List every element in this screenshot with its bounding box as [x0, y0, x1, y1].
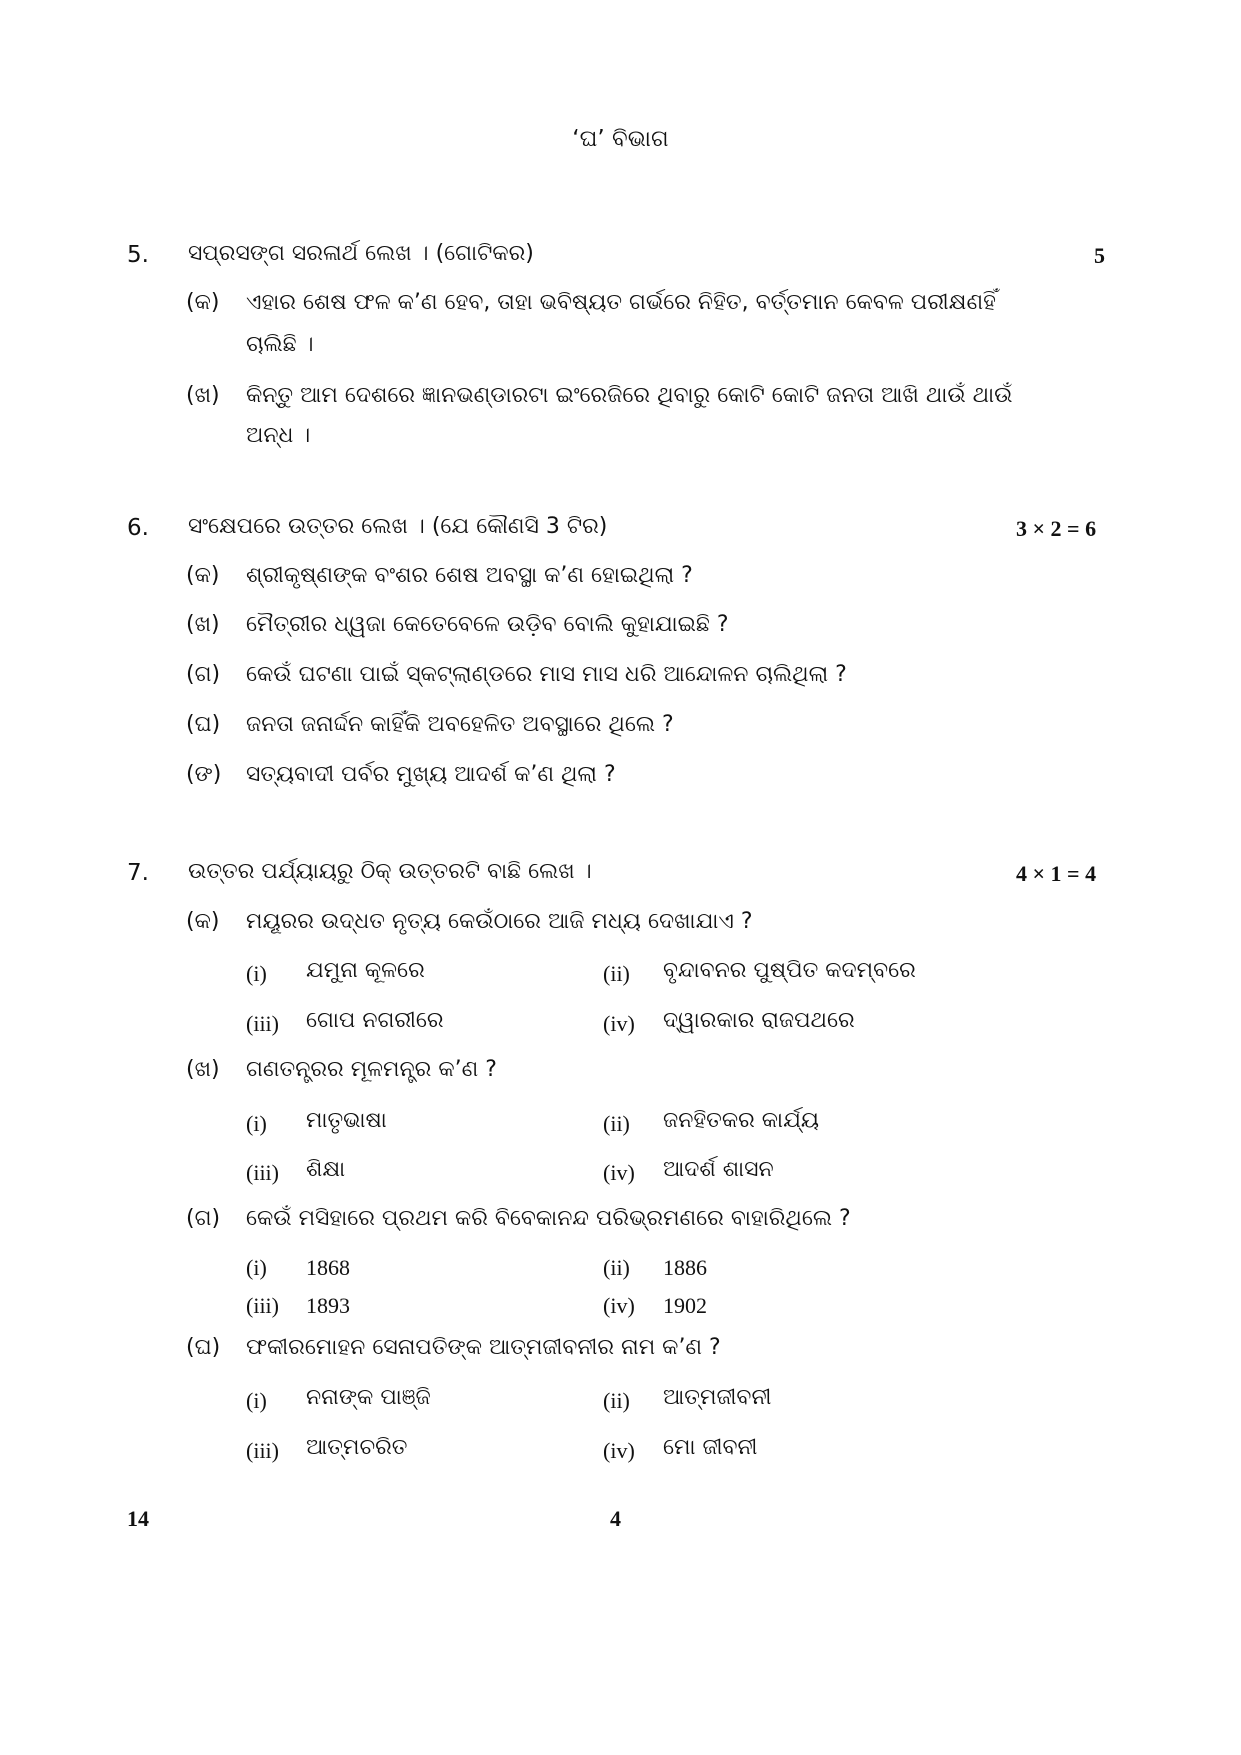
option-text: ନନାଙ୍କ ପାଞ୍ଜି [306, 1385, 431, 1410]
question-6-item-text: ସତ୍ୟବାଦୀ ପର୍ବର ମୁଖ୍ୟ ଆଦର୍ଶ କ’ଣ ଥିଲା ? [246, 762, 616, 787]
question-5-item-text: କିନ୍ତୁ ଆମ ଦେଶରେ ଜ୍ଞାନଭଣ୍ଡାରଟା ଇଂରେଜିରେ ଥିବାରୁ କୋଟି କୋଟି ଜନତା ଆଖି ଥାଉଁ ଥାଉଁ [246, 383, 1013, 408]
option-number: (i) [246, 961, 267, 986]
option-text: ଯମୁନା କୂଳରେ [306, 958, 425, 983]
option-text: 1902 [663, 1293, 707, 1318]
question-6-text: ସଂକ୍ଷେପରେ ଉତ୍ତର ଲେଖ । (ଯେ କୌଣସି 3 ଟିର) [188, 514, 608, 539]
option-number: (ii) [603, 1111, 630, 1136]
option-number: (ii) [603, 1388, 630, 1413]
question-7-item-text: ଗଣତନ୍ତ୍ରର ମୂଳମନ୍ତ୍ର କ’ଣ ? [246, 1057, 497, 1082]
option-number: (iii) [246, 1293, 279, 1318]
option-text: 1868 [306, 1255, 350, 1280]
question-6-item-label: (ଙ) [186, 762, 222, 787]
question-6-item-text: କେଉଁ ଘଟଣା ପାଇଁ ସ୍କଟ୍‌ଲାଣ୍ଡରେ ମାସ ମାସ ଧରି ଆନ୍ଦୋଳନ ଚାଲିଥିଲା ? [246, 662, 847, 687]
question-7-item-text: କେଉଁ ମସିହାରେ ପ୍ରଥମ କରି ବିବେକାନନ୍ଦ ପରିଭ୍ରମଣରେ ବାହାରିଥିଲେ ? [246, 1206, 851, 1231]
question-6-item-label: (କ) [186, 563, 220, 588]
option-number: (iii) [246, 1438, 279, 1463]
question-5-text: ସପ୍ରସଙ୍ଗ ସରଳାର୍ଥ ଲେଖ । (ଗୋଟିକର) [188, 241, 534, 266]
question-6-item-label: (ଖ) [186, 612, 220, 637]
option-text: ଦ୍ୱାରକାର ରାଜପଥରେ [663, 1008, 855, 1033]
question-7-item-label: (କ) [186, 909, 220, 934]
question-6-item-text: ମୈତ୍ରୀର ଧ୍ୱଜା କେତେବେଳେ ଉଡ଼ିବ ବୋଲି କୁହାଯାଇଛି ? [246, 612, 729, 637]
option-number: (ii) [603, 1255, 630, 1280]
option-number: (iv) [603, 1160, 635, 1185]
question-6-item-label: (ଗ) [186, 662, 221, 687]
page-number: 4 [610, 1506, 621, 1531]
question-5-number: 5. [127, 242, 149, 268]
option-text: 1886 [663, 1255, 707, 1280]
option-number: (iii) [246, 1160, 279, 1185]
option-text: ବୃନ୍ଦାବନର ପୁଷ୍ପିତ କଦମ୍ବରେ [663, 958, 916, 983]
section-title: ‘ଘ’ ବିଭାଗ [572, 126, 669, 152]
option-number: (iv) [603, 1438, 635, 1463]
question-7-text: ଉତ୍ତର ପର୍ଯ୍ୟାୟରୁ ଠିକ୍ ଉତ୍ତରଟି ବାଛି ଲେଖ । [188, 859, 592, 884]
option-text: ମାତୃଭାଷା [306, 1108, 387, 1133]
question-7-item-text: ମୟୂରର ଉଦ୍ଧତ ନୃତ୍ୟ କେଉଁଠାରେ ଆଜି ମଧ୍ୟ ଦେଖାଯାଏ ? [246, 909, 753, 934]
option-text: ମୋ ଜୀବନୀ [663, 1435, 758, 1460]
option-number: (i) [246, 1255, 267, 1280]
option-number: (ii) [603, 961, 630, 986]
option-number: (iv) [603, 1011, 635, 1036]
option-text: ଆତ୍ମଜୀବନୀ [663, 1385, 772, 1410]
question-7-number: 7. [127, 860, 149, 886]
option-text: 1893 [306, 1293, 350, 1318]
question-6-item-text: ଜନତା ଜନାର୍ଦ୍ଦନ କାହିଁକି ଅବହେଳିତ ଅବସ୍ଥାରେ ଥିଲେ ? [246, 712, 674, 737]
option-number: (i) [246, 1111, 267, 1136]
option-number: (i) [246, 1388, 267, 1413]
question-7-item-label: (ଖ) [186, 1057, 220, 1082]
question-6-item-text: ଶ୍ରୀକୃଷ୍ଣଙ୍କ ବଂଶର ଶେଷ ଅବସ୍ଥା କ’ଣ ହୋଇଥିଲା ? [246, 563, 693, 588]
option-number: (iii) [246, 1011, 279, 1036]
question-5-item-label: (କ) [186, 290, 220, 315]
question-6-item-label: (ଘ) [186, 712, 221, 737]
option-number: (iv) [603, 1293, 635, 1318]
question-5-item-text-cont: ଅନ୍ଧ । [246, 423, 311, 448]
option-text: ଗୋପ ନଗରୀରେ [306, 1008, 444, 1033]
question-5-item-text: ଏହାର ଶେଷ ଫଳ କ’ଣ ହେବ, ତାହା ଭବିଷ୍ୟତ ଗର୍ଭରେ ନିହିତ, ବର୍ତ୍ତମାନ କେବଳ ପରୀକ୍ଷଣହିଁ [246, 290, 996, 315]
option-text: ଆତ୍ମଚରିତ [306, 1435, 408, 1460]
question-5-item-text-cont: ଚାଲିଛି । [246, 332, 314, 357]
question-5-item-label: (ଖ) [186, 383, 220, 408]
option-text: ଜନହିତକର କାର୍ଯ୍ୟ [663, 1108, 819, 1133]
question-7-item-label: (ଘ) [186, 1335, 221, 1360]
question-7-marks: 4 × 1 = 4 [1016, 861, 1097, 886]
question-7-item-text: ଫକୀରମୋହନ ସେନାପତିଙ୍କ ଆତ୍ମଜୀବନୀର ନାମ କ’ଣ ? [246, 1335, 721, 1360]
option-text: ଶିକ୍ଷା [306, 1157, 346, 1182]
question-7-item-label: (ଗ) [186, 1206, 221, 1231]
question-5-marks: 5 [1094, 243, 1105, 268]
question-6-marks: 3 × 2 = 6 [1016, 516, 1097, 541]
question-6-number: 6. [127, 515, 149, 541]
option-text: ଆଦର୍ଶ ଶାସନ [663, 1157, 774, 1182]
footer-paper-code: 14 [127, 1506, 149, 1531]
